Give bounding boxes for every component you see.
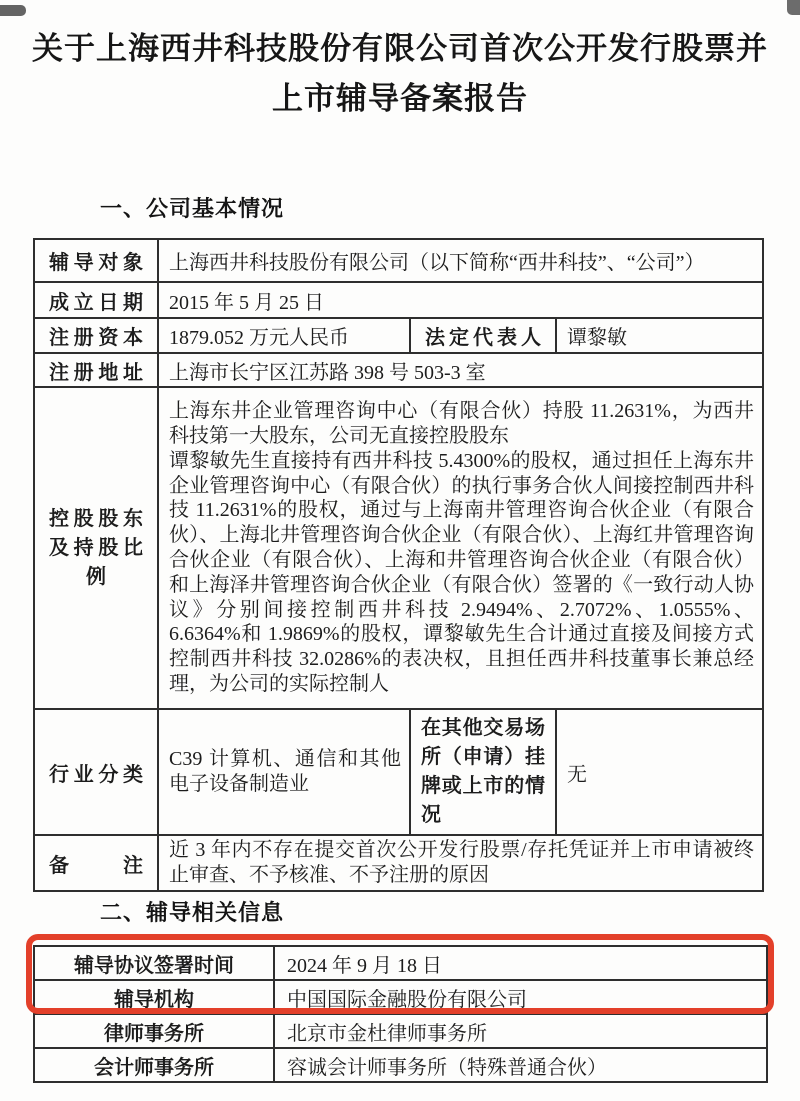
row-label: 律师事务所 — [34, 1014, 274, 1048]
table-row-guidance-institution — [34, 980, 767, 1014]
row-value: 中国国际金融股份有限公司 — [274, 980, 767, 1014]
document-title — [0, 24, 800, 124]
title-line-1: 关于上海西井科技股份有限公司首次公开发行股票并 — [32, 31, 768, 66]
scan-smudge-top-right — [787, 0, 800, 15]
row-value: 上海市长宁区江苏路 398 号 503-3 室 — [158, 353, 763, 387]
row-value: 近 3 年内不存在提交首次公开发行股票/存托凭证并上市申请被终止审查、不予核准、不予注册的原因 — [158, 835, 763, 891]
table-row-guidance-target — [34, 239, 763, 282]
row-value: C39 计算机、通信和其他电子设备制造业 — [158, 709, 410, 835]
row-label: 注册资本 — [34, 318, 158, 353]
table-row-registered-address — [34, 353, 763, 387]
row-value: 1879.052 万元人民币 — [158, 318, 410, 353]
shareholding-paragraph-1: 上海东井企业管理咨询中心（有限合伙）持股 11.2631%，为西井科技第一大股东，公司无直接控股股东 — [169, 400, 754, 448]
row-label: 辅导协议签署时间 — [34, 946, 274, 980]
row-label: 成立日期 — [34, 282, 158, 318]
row-label-other-listing: 在其他交易场所（申请）挂牌或上市的情况 — [410, 709, 556, 835]
row-label-line: 控股股东 — [49, 507, 143, 530]
row-value-other-listing: 无 — [556, 709, 763, 835]
row-label-line: 及持股比 — [49, 536, 143, 559]
section-heading-company-info: 一、公司基本情况 — [100, 196, 285, 221]
guidance-info-table — [33, 945, 768, 1083]
shareholding-paragraph-2: 谭黎敏先生直接持有西井科技 5.4300%的股权，通过担任上海东井企业管理咨询中心（有限合伙）的执行事务合伙人间接控制西井科技 11.2631%的股权，通过与上海南井管理咨询合伙企业（有限合伙）、上海北井管理咨询合伙企业（有限合伙）、上海红井管理咨询合伙企业（有限合伙）、上海和井管理咨询合伙企业（有限合伙）和上海泽井管理咨询合伙企业（有限合伙）签署的《一致行动人协议》分别间接控制西井科技 2.9494%、2.7072%、1.0555%、6.6364%和 1.9869%的股权，谭黎敏先生合计通过直接及间接方式控制西井科技 32.0286%的表决权，且担任西井科技董事长兼总经理，为公司的实际控制人 — [169, 449, 754, 695]
table-row-law-firm — [34, 1014, 767, 1048]
table-row-registered-capital — [34, 318, 763, 353]
table-row-remarks — [34, 835, 763, 891]
row-label: 会计师事务所 — [34, 1048, 274, 1082]
table-row-accounting-firm — [34, 1048, 767, 1082]
row-label-line: 例 — [86, 565, 106, 588]
row-value — [158, 387, 763, 709]
table-row-controlling-shareholder — [34, 387, 763, 709]
scan-smudge-top-left — [0, 5, 26, 16]
row-value: 北京市金杜律师事务所 — [274, 1014, 767, 1048]
row-value: 2015 年 5 月 25 日 — [158, 282, 763, 318]
table-row-agreement-date — [34, 946, 767, 980]
row-label: 辅导对象 — [34, 239, 158, 282]
row-label — [34, 387, 158, 709]
table-row-industry-classification — [34, 709, 763, 835]
row-label-legal-rep: 法定代表人 — [410, 318, 556, 353]
title-line-2: 上市辅导备案报告 — [272, 81, 528, 116]
row-label: 注册地址 — [34, 353, 158, 387]
table-row-founding-date — [34, 282, 763, 318]
row-value: 上海西井科技股份有限公司（以下简称“西井科技”、“公司”） — [158, 239, 763, 282]
company-info-table — [33, 238, 764, 892]
row-value: 容诚会计师事务所（特殊普通合伙） — [274, 1048, 767, 1082]
row-label: 辅导机构 — [34, 980, 274, 1014]
row-value: 2024 年 9 月 18 日 — [274, 946, 767, 980]
row-value-legal-rep: 谭黎敏 — [556, 318, 763, 353]
row-label: 备注 — [34, 835, 158, 891]
row-label: 行业分类 — [34, 709, 158, 835]
section-heading-guidance-info: 二、辅导相关信息 — [100, 900, 285, 925]
